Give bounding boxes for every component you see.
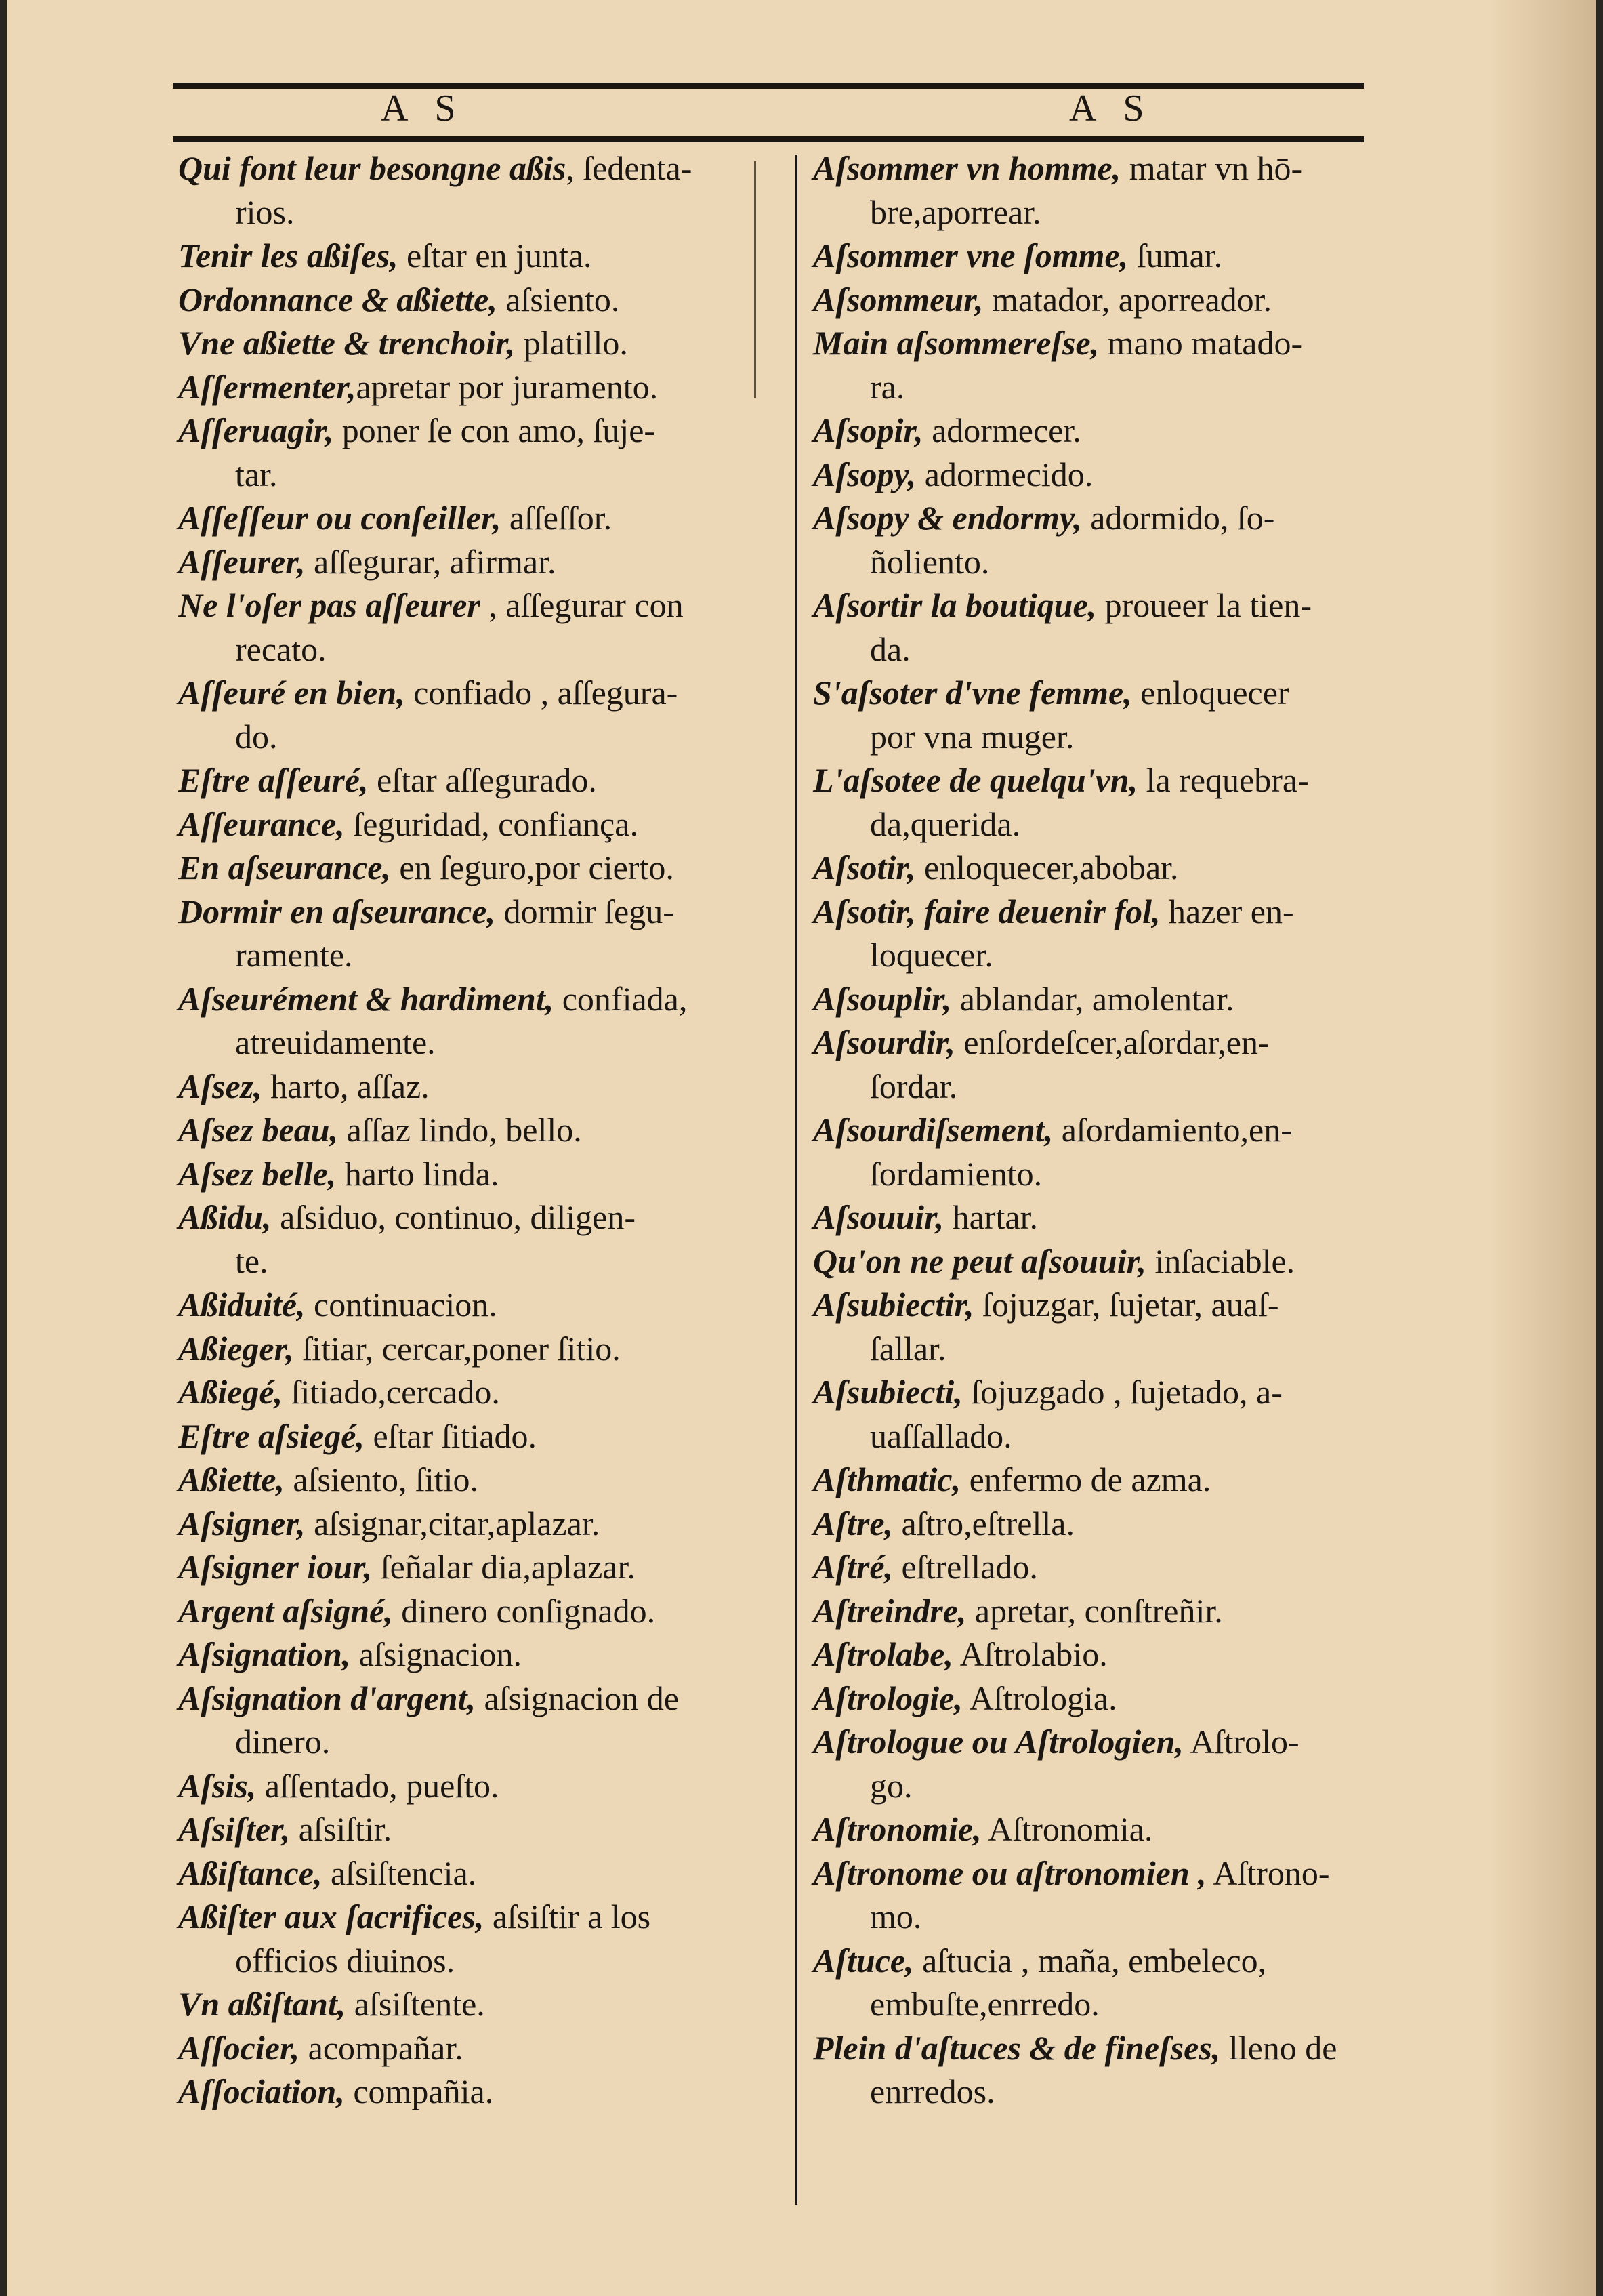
entry-headword: Aſsubiectir, (813, 1286, 974, 1324)
entry-translation: poner ſe con amo, ſuje- (333, 411, 656, 449)
dictionary-entry (178, 1283, 768, 1327)
entry-headword: Aſſocier, (178, 2028, 300, 2067)
dictionary-entry (178, 1895, 768, 1982)
entry-headword: S'aſsoter d'vne femme, (813, 674, 1132, 712)
entry-headword: Aſſeruagir, (178, 411, 334, 449)
entry-headword: Plein d'aſtuces & de fineſses, (813, 2028, 1221, 2067)
dictionary-entry (813, 1239, 1389, 1284)
entry-headword: Aſsouplir, (813, 979, 952, 1018)
book-page (7, 0, 1596, 2296)
entry-headword: Aſsignation, (178, 1635, 351, 1673)
entry-translation: proueer la tien- (1096, 586, 1312, 624)
entry-continuation: ſallar. (870, 1329, 946, 1368)
dictionary-entry (178, 496, 768, 540)
entry-headword: Aſthmatic, (813, 1460, 961, 1498)
dictionary-entry (178, 321, 768, 365)
entry-headword: Aſsigner iour, (178, 1548, 373, 1586)
dictionary-entry (178, 977, 768, 1065)
dictionary-entry (178, 1152, 768, 1196)
entry-headword: Aſsez, (178, 1067, 262, 1105)
entry-translation: apretar por juramento. (356, 367, 659, 406)
entry-continuation: rios. (235, 192, 295, 231)
dictionary-entry (178, 758, 768, 802)
entry-translation: ſumar. (1128, 237, 1223, 274)
entry-headword: Aſsopir, (813, 411, 923, 449)
dictionary-entry (178, 583, 768, 671)
dictionary-entry (178, 1807, 768, 1851)
dictionary-entry (813, 1807, 1389, 1851)
entry-translation: , aſſegurar con (480, 586, 684, 624)
dictionary-entry (178, 2026, 768, 2070)
entry-headword: Tenir les aßiſes, (178, 237, 398, 274)
dictionary-entry (813, 846, 1389, 890)
dictionary-entry (813, 1633, 1389, 1677)
entry-continuation: te. (235, 1242, 268, 1280)
running-head-right: A S (1069, 87, 1154, 129)
entry-translation: aſsiento, ſitio. (284, 1460, 479, 1498)
dictionary-entry (813, 1851, 1389, 1939)
entry-headword: Vne aßiette & trenchoir, (178, 324, 516, 362)
entry-translation: compañia. (344, 2072, 494, 2110)
entry-translation: enloquecer,abobar. (915, 848, 1179, 886)
dictionary-entry (178, 2070, 768, 2114)
dictionary-entry (178, 1195, 768, 1283)
entry-translation: aſſegurar, afirmar. (305, 542, 556, 581)
entry-headword: Aßiegé, (178, 1373, 283, 1411)
entry-translation: eſtrellado. (893, 1548, 1038, 1586)
dictionary-entry (178, 1414, 768, 1458)
entry-headword: Main aſsommereſse, (813, 324, 1100, 362)
column-divider (795, 155, 797, 2205)
entry-translation: aſsignacion. (350, 1635, 522, 1673)
dictionary-entry (178, 846, 768, 890)
entry-headword: Qui font leur besongne aßis (178, 149, 566, 187)
dictionary-entry (813, 146, 1389, 234)
entry-headword: Aſsortir la boutique, (813, 586, 1097, 624)
entry-translation: harto, aſſaz. (262, 1067, 430, 1105)
dictionary-entry (178, 1677, 768, 1764)
entry-translation: adormecer. (923, 411, 1081, 449)
entry-continuation: enrredos. (870, 2072, 995, 2110)
dictionary-entry (813, 977, 1389, 1021)
dictionary-entry (813, 1195, 1389, 1239)
dictionary-entry (178, 540, 768, 584)
entry-translation: Aſtrono- (1206, 1853, 1330, 1892)
entry-translation: enſordeſcer,aſordar,en- (955, 1023, 1270, 1061)
entry-translation: , ſedenta- (566, 149, 692, 187)
entry-headword: L'aſsotee de quelqu'vn, (813, 761, 1138, 799)
entry-translation: confiado , aſſegura- (404, 674, 678, 712)
entry-headword: Eſtre aſsiegé, (178, 1416, 365, 1455)
entry-translation: aſtro,eſtrella. (893, 1504, 1075, 1542)
entry-continuation: ſordar. (870, 1067, 958, 1105)
entry-translation: adormecido. (916, 455, 1094, 493)
dictionary-entry (813, 583, 1389, 671)
entry-headword: Aſſeuré en bien, (178, 674, 405, 712)
entry-headword: Eſtre aſſeuré, (178, 761, 369, 799)
entry-translation: enfermo de azma. (961, 1460, 1211, 1498)
entry-translation: inſaciable. (1146, 1242, 1295, 1280)
entry-translation: confiada, (554, 979, 688, 1018)
entry-headword: Aßiſtance, (178, 1853, 322, 1892)
entry-translation: eſtar ſitiado. (364, 1416, 537, 1455)
entry-translation: ſeguridad, confiança. (344, 804, 638, 843)
entry-translation: matar vn hō- (1121, 149, 1303, 187)
entry-continuation: tar. (235, 455, 278, 493)
entry-translation: aſsignacion de (476, 1679, 679, 1717)
entry-translation: aſſeſſor. (501, 499, 612, 537)
entry-headword: Aſsiſter, (178, 1810, 291, 1848)
entry-translation: mano matado- (1099, 324, 1303, 362)
running-head-left: A S (381, 87, 465, 129)
dictionary-entry (813, 1370, 1389, 1458)
entry-headword: Aſsopy, (813, 455, 917, 493)
entry-headword: Aſſeurance, (178, 804, 345, 843)
dictionary-entry (813, 321, 1389, 409)
dictionary-entry (178, 409, 768, 496)
entry-headword: Aßiſter aux ſacrifices, (178, 1898, 484, 1935)
entry-continuation: por vna muger. (870, 717, 1075, 756)
dictionary-entry (178, 802, 768, 846)
dictionary-entry (178, 1633, 768, 1677)
entry-translation: ſojuzgar, ſujetar, auaſ- (974, 1286, 1279, 1324)
top-rule (173, 83, 1364, 89)
entry-headword: Aſsotir, faire deuenir fol, (813, 892, 1161, 930)
dictionary-entry (178, 1851, 768, 1895)
dictionary-entry (178, 278, 768, 322)
entry-translation: eſtar aſſegurado. (368, 761, 597, 799)
entry-headword: Aßieger, (178, 1329, 294, 1368)
entry-headword: Aſſeſſeur ou conſeiller, (178, 499, 501, 537)
entry-continuation: do. (235, 717, 278, 756)
entry-headword: Aſsommeur, (813, 280, 984, 319)
entry-translation: aſordamiento,en- (1053, 1111, 1292, 1149)
entry-translation: continuacion. (305, 1286, 497, 1324)
entry-translation: matador, aporreador. (983, 280, 1272, 319)
entry-continuation: da,querida. (870, 804, 1021, 843)
entry-headword: Qu'on ne peut aſsouuir, (813, 1242, 1146, 1280)
entry-translation: apretar, conſtreñir. (966, 1591, 1223, 1630)
entry-headword: Aſsommer vne ſomme, (813, 237, 1129, 274)
entry-headword: Vn aßiſtant, (178, 1985, 346, 2023)
entry-continuation: embuſte,enrredo. (870, 1985, 1100, 2023)
dictionary-entry (178, 1327, 768, 1371)
entry-translation: adormido, ſo- (1081, 499, 1275, 537)
entry-headword: Aßidu, (178, 1198, 272, 1236)
entry-translation: dormir ſegu- (495, 892, 674, 930)
entry-translation: Aſtrologia. (962, 1679, 1117, 1717)
dictionary-entry (178, 1065, 768, 1109)
entry-translation: eſtar en junta. (398, 237, 592, 274)
dictionary-entry (813, 1589, 1389, 1633)
entry-continuation: loquecer. (870, 936, 993, 974)
entry-translation: aſsiſtir a los (484, 1898, 651, 1935)
dictionary-entry (813, 409, 1389, 453)
entry-translation: aſsignar,citar,aplazar. (305, 1504, 600, 1542)
entry-headword: Ne l'oſer pas aſſeurer (178, 586, 480, 624)
entry-translation: lleno de (1220, 2028, 1337, 2067)
entry-headword: Aſsubiecti, (813, 1373, 963, 1411)
entry-headword: Dormir en aſseurance, (178, 892, 496, 930)
entry-headword: Aſtronomie, (813, 1810, 982, 1848)
entry-headword: Aſsopy & endormy, (813, 499, 1082, 537)
entry-headword: Aſsis, (178, 1766, 257, 1805)
entry-translation: ſitiar, cercar,poner ſitio. (293, 1329, 621, 1368)
entry-translation: acompañar. (299, 2028, 463, 2067)
entry-translation: dinero conſignado. (392, 1591, 656, 1630)
entry-continuation: recato. (235, 630, 327, 668)
entry-translation: aſsiſtencia. (322, 1853, 477, 1892)
entry-translation: Aſtrolabio. (953, 1635, 1108, 1673)
entry-headword: Aßiette, (178, 1460, 285, 1498)
entry-translation: aſsiduo, continuo, diligen- (271, 1198, 636, 1236)
dictionary-entry (813, 278, 1389, 322)
entry-translation: ſeñalar dia,aplazar. (372, 1548, 636, 1586)
entry-headword: Aſseurément & hardiment, (178, 979, 554, 1018)
entry-headword: Aſtrologie, (813, 1679, 963, 1717)
dictionary-entry (813, 453, 1389, 497)
entry-translation: aſtucia , maña, embeleco, (913, 1941, 1267, 1980)
entry-headword: Aſsignation d'argent, (178, 1679, 476, 1717)
entry-continuation: da. (870, 630, 911, 668)
entry-headword: Aſsourdiſsement, (813, 1111, 1054, 1149)
entry-headword: Aſtreindre, (813, 1591, 967, 1630)
dictionary-entry (813, 1108, 1389, 1195)
entry-continuation: atreuidamente. (235, 1023, 436, 1061)
entry-continuation: ñoliento. (870, 542, 990, 581)
entry-translation: hazer en- (1160, 892, 1294, 930)
entry-translation: aſsiſtir. (290, 1810, 392, 1848)
dictionary-entry (813, 496, 1389, 583)
entry-translation: hartar. (944, 1198, 1038, 1236)
entry-translation: aſſentado, pueſto. (256, 1766, 499, 1805)
dictionary-entry (813, 1502, 1389, 1546)
dictionary-entry (178, 1458, 768, 1502)
entry-translation: ablandar, amolentar. (951, 979, 1234, 1018)
dictionary-entry (813, 758, 1389, 846)
header-rule (173, 136, 1364, 142)
entry-translation: ſojuzgado , ſujetado, a- (962, 1373, 1283, 1411)
entry-continuation: ſordamiento. (870, 1154, 1043, 1193)
entry-headword: Aſtronome ou aſtronomien , (813, 1853, 1207, 1892)
dictionary-entry (813, 890, 1389, 977)
entry-translation: ſitiado,cercado. (283, 1373, 500, 1411)
entry-translation: aſsiſtente. (346, 1985, 485, 2023)
entry-headword: Aſtuce, (813, 1941, 914, 1980)
dictionary-entry (813, 1283, 1389, 1370)
entry-translation: aſſaz lindo, bello. (338, 1111, 582, 1149)
dictionary-entry (178, 1502, 768, 1546)
entry-headword: Aſtré, (813, 1548, 894, 1586)
entry-headword: Aſsez beau, (178, 1111, 339, 1149)
entry-headword: Aſsotir, (813, 848, 916, 886)
entry-headword: Aſsez belle, (178, 1154, 337, 1193)
entry-continuation: ra. (870, 367, 905, 406)
dictionary-entry (178, 671, 768, 758)
left-column (178, 146, 768, 2114)
entry-continuation: go. (870, 1766, 913, 1805)
dictionary-entry (178, 146, 768, 234)
entry-headword: Argent aſsigné, (178, 1591, 393, 1630)
entry-headword: Aſſociation, (178, 2072, 345, 2110)
entry-headword: Ordonnance & aßiette, (178, 280, 497, 319)
entry-headword: Aſtrolabe, (813, 1635, 953, 1673)
entry-translation: platillo. (515, 324, 628, 362)
right-column (813, 146, 1389, 2114)
entry-headword: Aſtre, (813, 1504, 894, 1542)
entry-headword: Aſſermenter, (178, 367, 356, 406)
dictionary-entry (178, 890, 768, 977)
entry-translation: enloquecer (1131, 674, 1289, 712)
dictionary-entry (813, 1021, 1389, 1108)
dictionary-entry (813, 671, 1389, 758)
entry-translation: en ſeguro,por cierto. (390, 848, 674, 886)
dictionary-entry (813, 234, 1389, 278)
entry-headword: Aſsouuir, (813, 1198, 944, 1236)
entry-continuation: ramente. (235, 936, 353, 974)
dictionary-entry (178, 1370, 768, 1414)
dictionary-entry (178, 1982, 768, 2026)
entry-continuation: mo. (870, 1898, 922, 1935)
dictionary-entry (178, 1764, 768, 1808)
dictionary-entry (178, 234, 768, 278)
dictionary-entry (178, 1589, 768, 1633)
entry-continuation: bre,aporrear. (870, 192, 1041, 231)
entry-translation: Aſtrolo- (1183, 1723, 1299, 1761)
entry-headword: Aßiduité, (178, 1286, 306, 1324)
entry-translation: aſsiento. (497, 280, 620, 319)
dictionary-entry (178, 1545, 768, 1589)
entry-headword: Aſtrologue ou Aſtrologien, (813, 1723, 1184, 1761)
entry-continuation: dinero. (235, 1723, 331, 1761)
dictionary-entry (813, 1677, 1389, 1721)
entry-translation: harto linda. (336, 1154, 499, 1193)
entry-translation: Aſtronomia. (981, 1810, 1153, 1848)
entry-translation: la requebra- (1138, 761, 1309, 799)
entry-continuation: uaſſallado. (870, 1416, 1012, 1455)
dictionary-entry (813, 1458, 1389, 1502)
dictionary-entry (813, 2026, 1389, 2114)
dictionary-entry (178, 365, 768, 409)
dictionary-entry (813, 1720, 1389, 1807)
entry-headword: En aſseurance, (178, 848, 391, 886)
entry-headword: Aſsigner, (178, 1504, 306, 1542)
entry-headword: Aſsommer vn homme, (813, 149, 1121, 187)
entry-continuation: officios diuinos. (235, 1941, 455, 1980)
entry-headword: Aſsourdir, (813, 1023, 955, 1061)
entry-headword: Aſſeurer, (178, 542, 306, 581)
dictionary-entry (813, 1939, 1389, 2026)
dictionary-entry (178, 1108, 768, 1152)
dictionary-entry (813, 1545, 1389, 1589)
